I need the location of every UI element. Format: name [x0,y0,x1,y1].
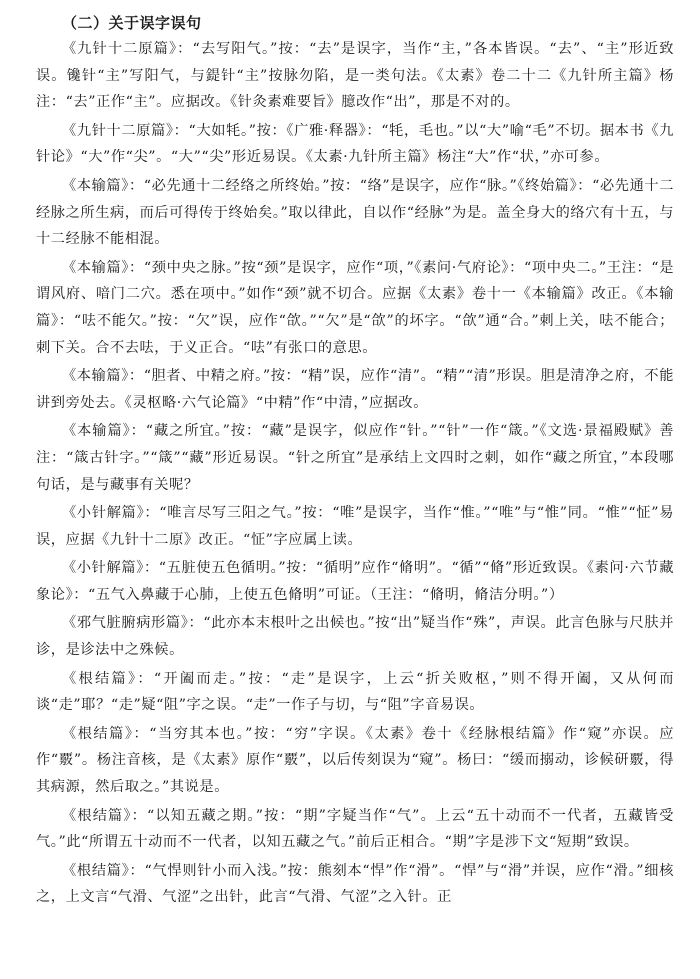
paragraph-13: 《根结篇》：“气悍则针小而入浅。”按：熊刻本“悍”作“滑”。“悍”与“滑”并误，应作“滑。”细核之，上文言“气滑、气涩”之出针，此言“气滑、气涩”之入针。正 [36,862,674,906]
paragraph-2: 《九针十二原篇》：“大如牦。”按：《广雅·释器》：“牦，毛也。”以“大”喻“毛”不切。据本书《九针论》“大”作“尖”。“大”“尖”形近易误。《太素·九针所主篇》杨注“大”作“状，”亦可参。 [36,122,674,166]
paragraph-9: 《邪气脏腑病形篇》：“此亦本末根叶之出候也。”按“出”疑当作“殊”，声误。此言色脉与尺肤并诊，是诊法中之殊候。 [36,615,674,659]
paragraph-1: 《九针十二原篇》：“去写阳气。”按：“去”是误字，当作“主，”各本皆误。“去”、“主”形近致误。镵针“主”写阳气，与鍉针“主”按脉勿陷，是一类句法。《太素》卷二十二《九针所主篇》杨注：“去”正作“主”。应据改。《针灸素难要旨》臆改作“出”，那是不对的。 [36,41,674,111]
paragraph-11: 《根结篇》：“当穷其本也。”按：“穷”字误。《太素》卷十《经脉根结篇》作“窥”亦误。应作“覈”。杨注音核，是《太素》原作“覈”，以后传刻误为“窥”。杨曰：“缓而搦动，诊候研覈，得其病源，然后取之。”其说是。 [36,725,674,796]
paragraph-5: 《本输篇》：“胆者、中精之府。”按：“精”误，应作“清”。“精”“清”形误。胆是清净之府，不能讲到旁处去。《灵枢略·六气论篇》“中精”作“中清，”应据改。 [36,368,674,411]
paragraph-4: 《本输篇》：“颈中央之脉。”按“颈”是误字，应作“项，”《素问·气府论》：“项中央二。”王注：“是谓风府、喑门二穴。悉在项中。”如作“颈”就不切合。应据《太素》卷十一《本输篇》改正。《本输篇》：“呿不能欠。”按：“欠”误，应作“欱。”“欠”是“欱”的坏字。“欱”通“合。”刺上关，呿不能合；刺下关。合不去呿，于义正合。“呿”有张口的意思。 [36,259,674,356]
paragraph-3: 《本输篇》：“必先通十二经络之所终始。”按：“络”是误字，应作“脉。”《终始篇》：“必先通十二经脉之所生病，而后可得传于终始矣。”取以律此，自以作“经脉”为是。盖全身大的络穴有十五，与十二经脉不能相混。 [36,177,674,248]
paragraph-10: 《根结篇》：“开阖而走。”按：“走”是误字，上云“折关败枢，”则不得开阖，又从何而谈“走”耶？“走”疑“阻”字之误。“走”一作子与切，与“阻”字音易误。 [36,670,674,714]
paragraph-12: 《根结篇》：“以知五藏之期。”按：“期”字疑当作“气”。上云“五十动而不一代者，五藏皆受气。”此“所谓五十动而不一代者，以知五藏之气。”前后正相合。“期”字是涉下文“短期”致误。 [36,807,674,851]
section-heading: （二）关于误字误句 [62,14,202,32]
paragraph-8: 《小针解篇》：“五脏使五色循明。”按：“循明”应作“脩明”。“循”“脩”形近致误。《素问·六节藏象论》：“五气入鼻藏于心肺，上使五色脩明”可证。（王注：“脩明，脩洁分明。”） [36,560,674,603]
paragraph-6: 《本输篇》：“藏之所宜。”按：“藏”是误字，似应作“针。”“针”一作“箴。”《文选·景福殿赋》善注：“箴古针字。”“箴”“藏”形近易误。“针之所宜”是承结上文四时之刺，如作“藏之所宜，”本段哪句话，是与藏事有关呢？ [36,423,674,493]
paragraph-7: 《小针解篇》：“唯言尽写三阳之气。”按：“唯”是误字，当作“惟。”“唯”与“惟”同。“惟”“怔”易误，应据《九针十二原》改正。“怔”字应属上读。 [36,505,674,548]
